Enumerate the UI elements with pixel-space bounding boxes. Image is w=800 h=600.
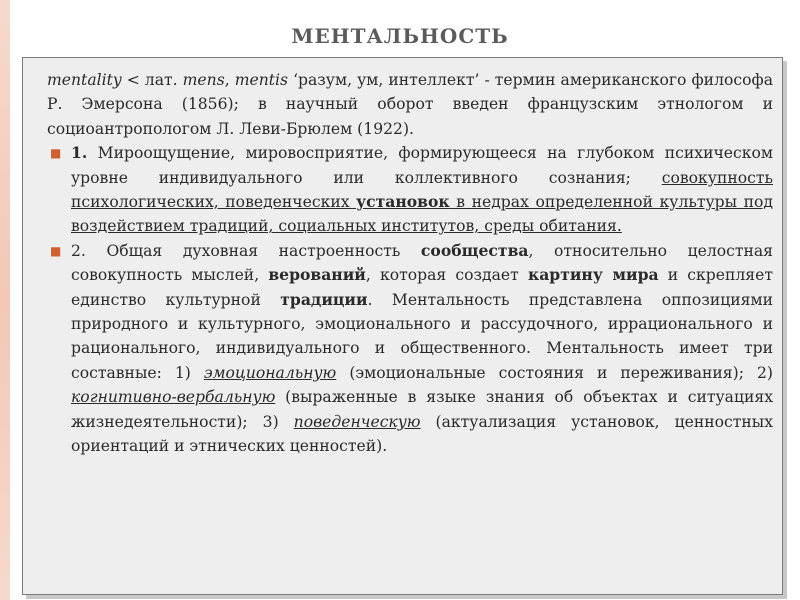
item-1-underlined-a: совокупность психологических, поведенческих bbox=[71, 168, 773, 212]
intro-term: mentality bbox=[47, 71, 122, 89]
item-2-bold-1: сообщества bbox=[420, 240, 529, 260]
item-2-text-7: (выраженные в языке знания об объектах и ситуациях жизнедеятельности); 3) bbox=[71, 388, 773, 431]
square-bullet-icon: ■ bbox=[50, 146, 62, 161]
slide-title: МЕНТАЛЬНОСТЬ bbox=[291, 24, 509, 48]
item-2-text-8: (актуализация установок, ценностных ориентаций и этнических ценностей). bbox=[71, 412, 773, 456]
intro-lat-word-2: mentis bbox=[234, 71, 289, 89]
item-2-bold-4: традиции bbox=[280, 289, 368, 309]
intro-rest: ‘разум, ум, интеллект’ - термин американского философа Р. Эмерсона (1856); в научный оборот введен французским этнологом и социоантропологом Л. Леви-Брюлем (1922). bbox=[47, 71, 773, 138]
item-2-bold-2: верований bbox=[268, 265, 366, 285]
item-2-text-2: , относительно целостная совокупность мыслей, bbox=[71, 241, 774, 285]
item-1-underlined-bold: установок bbox=[356, 192, 450, 212]
item-2-italic-1: эмоциональную bbox=[203, 363, 337, 382]
square-bullet-icon: ■ bbox=[50, 243, 62, 258]
list-item-2 bbox=[47, 239, 773, 459]
item-2-text-5: . Ментальность представлена оппозициями природного и культурного, эмоционального и рассудочного, иррационального и рационального, индивидуального и общественного. Ментальность имеет три составные: 1) bbox=[71, 290, 773, 382]
item-1-number: 1. bbox=[71, 143, 88, 163]
item-2-text-1: 2. Общая духовная настроенность bbox=[71, 241, 421, 260]
decorative-side-strip bbox=[0, 0, 10, 600]
list-item-1 bbox=[47, 141, 773, 239]
content-panel bbox=[22, 57, 783, 595]
item-2-text-4: и скрепляет единство культурной bbox=[71, 266, 773, 309]
item-1-text: Мироощущение, мировосприятие, формирующееся на глубоком психическом уровне индивидуального или коллективного сознания; bbox=[71, 144, 773, 187]
item-1-underlined-b: в недрах определенной культуры под воздействием традиций, социальных институтов, среды обитания. bbox=[71, 193, 774, 236]
item-2-text-6: (эмоциональные состояния и переживания); 2) bbox=[336, 363, 773, 382]
intro-lat-word-1: mens bbox=[182, 71, 225, 89]
item-2-text-3: , которая создает bbox=[365, 266, 528, 285]
content-text bbox=[47, 68, 773, 459]
intro-comma: , bbox=[224, 71, 235, 89]
item-2-italic-2: когнитивно-вербальную bbox=[71, 388, 276, 407]
item-2-bold-3: картину мира bbox=[527, 265, 659, 285]
intro-lat-prefix: < лат. bbox=[121, 71, 183, 89]
item-2-italic-3: поведенческую bbox=[293, 412, 421, 431]
intro-paragraph bbox=[47, 68, 773, 141]
